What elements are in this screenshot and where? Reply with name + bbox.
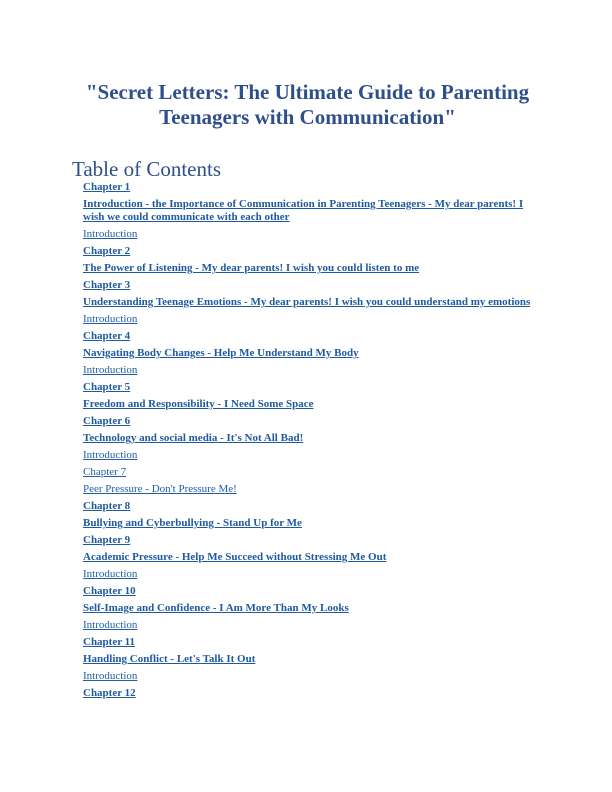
toc-entry (83, 483, 543, 496)
toc-link[interactable]: Chapter 5 (83, 381, 131, 393)
toc-entry (83, 398, 543, 411)
toc-link[interactable]: Introduction (83, 670, 138, 682)
toc-link[interactable]: Introduction - the Importance of Communication in Parenting Teenagers - My dear parents! I wish we could communicate with each other (83, 198, 524, 223)
toc-link[interactable]: Chapter 1 (83, 181, 131, 193)
toc-entry (83, 279, 543, 292)
toc-entry (83, 313, 543, 326)
toc-link[interactable]: Introduction (83, 313, 138, 325)
toc-link[interactable]: Chapter 11 (83, 636, 136, 648)
toc-entry (83, 517, 543, 530)
toc-entry (83, 466, 543, 479)
toc-entry (83, 653, 543, 666)
toc-link[interactable]: Academic Pressure - Help Me Succeed without Stressing Me Out (83, 551, 387, 563)
toc-link[interactable]: Handling Conflict - Let's Talk It Out (83, 653, 256, 665)
toc-link[interactable]: Navigating Body Changes - Help Me Understand My Body (83, 347, 359, 359)
toc-entry (83, 619, 543, 632)
toc-link[interactable]: Chapter 4 (83, 330, 131, 342)
toc-link[interactable]: Technology and social media - It's Not All Bad! (83, 432, 304, 444)
toc-entry (83, 585, 543, 598)
toc-link[interactable]: Introduction (83, 228, 138, 240)
toc-entry (83, 670, 543, 683)
toc-heading: Table of Contents (72, 157, 221, 181)
toc-link[interactable]: Chapter 2 (83, 245, 131, 257)
toc-link[interactable]: Chapter 7 (83, 466, 127, 478)
toc-link[interactable]: Chapter 10 (83, 585, 136, 597)
document-title: "Secret Letters: The Ultimate Guide to Parenting Teenagers with Communication" (85, 80, 530, 129)
table-of-contents (83, 181, 543, 704)
toc-entry (83, 245, 543, 258)
toc-entry (83, 432, 543, 445)
toc-entry (83, 602, 543, 615)
toc-entry (83, 364, 543, 377)
toc-link[interactable]: Chapter 12 (83, 687, 136, 699)
toc-link[interactable]: Introduction (83, 568, 138, 580)
toc-link[interactable]: Chapter 9 (83, 534, 131, 546)
toc-link[interactable]: Self-Image and Confidence - I Am More Than My Looks (83, 602, 349, 614)
toc-entry (83, 381, 543, 394)
toc-link[interactable]: Introduction (83, 364, 138, 376)
toc-link[interactable]: Chapter 3 (83, 279, 131, 291)
toc-entry (83, 330, 543, 343)
toc-link[interactable]: Peer Pressure - Don't Pressure Me! (83, 483, 237, 495)
toc-entry (83, 415, 543, 428)
toc-entry (83, 449, 543, 462)
toc-entry (83, 347, 543, 360)
toc-entry (83, 262, 543, 275)
toc-link[interactable]: Chapter 8 (83, 500, 131, 512)
toc-entry (83, 181, 543, 194)
toc-link[interactable]: Chapter 6 (83, 415, 131, 427)
toc-link[interactable]: The Power of Listening - My dear parents! I wish you could listen to me (83, 262, 420, 274)
toc-entry (83, 551, 543, 564)
toc-link[interactable]: Introduction (83, 449, 138, 461)
toc-entry (83, 636, 543, 649)
toc-entry (83, 568, 543, 581)
toc-entry (83, 500, 543, 513)
toc-entry (83, 687, 543, 700)
toc-entry (83, 296, 543, 309)
toc-link[interactable]: Freedom and Responsibility - I Need Some Space (83, 398, 314, 410)
toc-link[interactable]: Understanding Teenage Emotions - My dear parents! I wish you could understand my emotions (83, 296, 531, 308)
toc-link[interactable]: Bullying and Cyberbullying - Stand Up for Me (83, 517, 302, 529)
toc-entry (83, 534, 543, 547)
toc-entry (83, 228, 543, 241)
toc-link[interactable]: Introduction (83, 619, 138, 631)
toc-entry (83, 198, 543, 224)
